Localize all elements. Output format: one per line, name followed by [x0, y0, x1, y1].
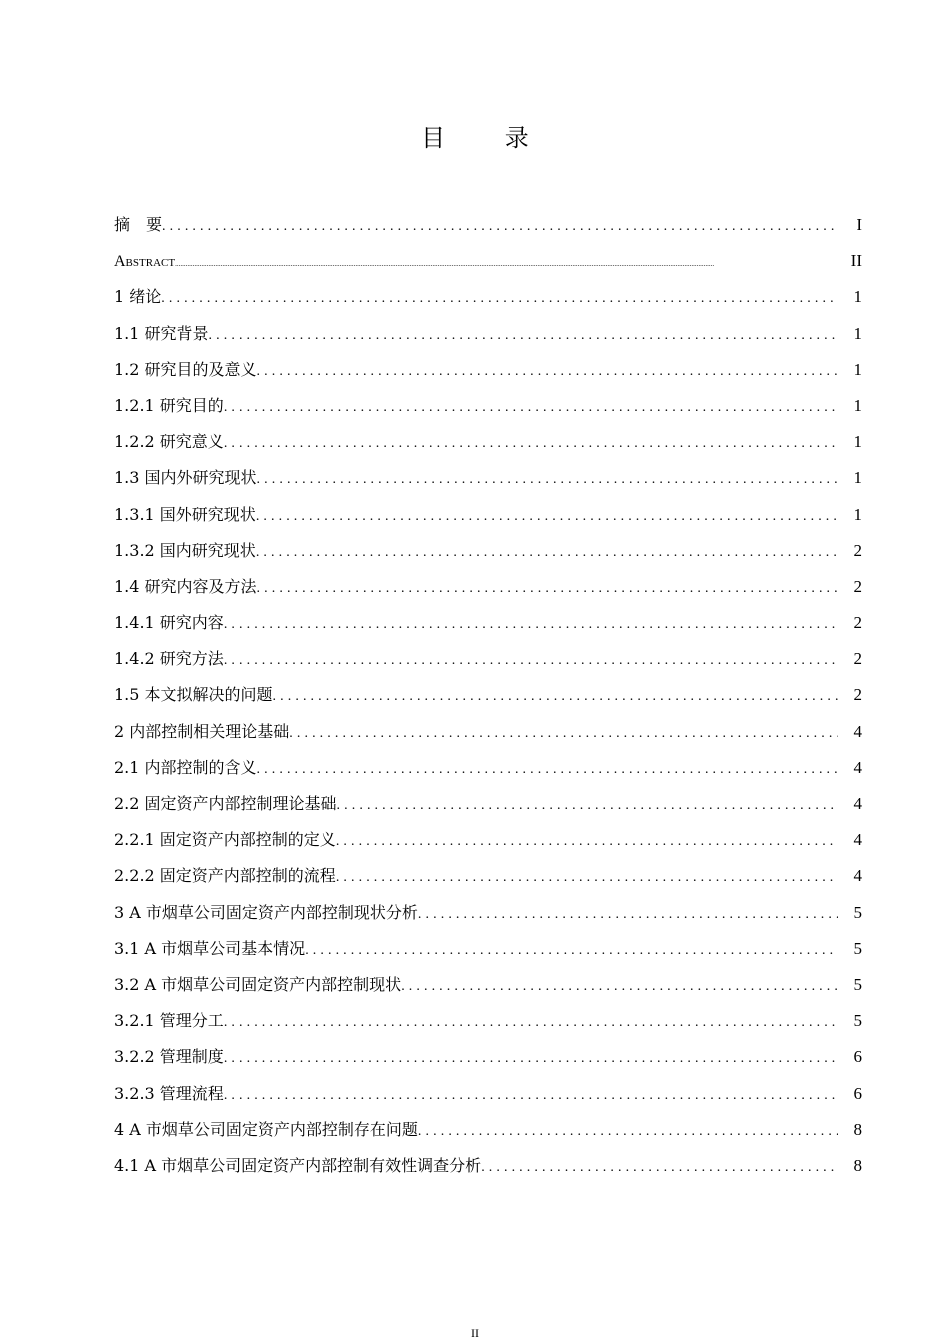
toc-page-number: 1	[853, 287, 862, 307]
toc-leader-dots	[175, 245, 838, 282]
toc-entry[interactable]	[114, 641, 862, 677]
toc-page-number: 5	[853, 974, 862, 994]
toc-entry[interactable]	[114, 316, 862, 352]
toc-leader-dots	[224, 1041, 838, 1077]
page-title: 目 录	[421, 124, 555, 152]
toc-entry-label: 1.4.2 研究方法	[114, 649, 224, 669]
toc-entry[interactable]	[114, 388, 862, 424]
toc-leader-dots	[305, 933, 838, 969]
toc-entry[interactable]	[114, 822, 862, 858]
toc-page-number: 2	[853, 613, 862, 633]
toc-page-number: 4	[853, 721, 862, 741]
toc-leader-dots	[224, 1005, 838, 1041]
toc-leader-dots	[418, 1114, 838, 1150]
toc-entry-label: 1.3.2 国内研究现状	[114, 540, 256, 560]
toc-page-number: 4	[853, 794, 862, 813]
toc-entry[interactable]	[114, 569, 862, 605]
toc-entry-label: 1.5 本文拟解决的问题	[114, 685, 273, 705]
toc-page-number: 1	[853, 323, 862, 343]
toc-entry-label: 2.2.1 固定资产内部控制的定义	[114, 830, 336, 850]
toc-leader-dots	[256, 535, 838, 571]
toc-page-number: 2	[853, 685, 862, 705]
toc-entry[interactable]	[114, 1076, 862, 1112]
toc-entry[interactable]	[114, 1148, 862, 1184]
toc-page-number: 5	[853, 938, 862, 958]
toc-entry-label: 3.2 A 市烟草公司固定资产内部控制现状	[114, 974, 402, 994]
toc-entry[interactable]	[114, 858, 862, 894]
toc-page-number: 4	[853, 757, 862, 777]
toc-leader-dots	[257, 752, 838, 788]
toc-page-number: 8	[853, 1155, 862, 1175]
toc-leader-dots	[337, 788, 838, 824]
toc-entry-abstract-en[interactable]	[114, 243, 862, 279]
toc-entry-label: 摘 要	[114, 215, 163, 234]
toc-entry[interactable]	[114, 967, 862, 1003]
toc-page-number: 4	[853, 830, 862, 850]
toc-entry[interactable]	[114, 1112, 862, 1148]
toc-entry-label: 1 绪论	[114, 287, 162, 307]
toc-entry[interactable]	[114, 533, 862, 569]
toc-entry[interactable]	[114, 605, 862, 641]
toc-entry-label: 1.1 研究背景	[114, 323, 209, 343]
toc-entry[interactable]	[114, 1039, 862, 1075]
page-number-footer: II	[471, 1326, 479, 1340]
toc-entry[interactable]	[114, 895, 862, 931]
toc-leader-dots	[224, 390, 838, 426]
toc-page-number: 6	[853, 1047, 862, 1067]
toc-entry-label: 2.2.2 固定资产内部控制的流程	[114, 866, 336, 886]
toc-entry[interactable]	[114, 931, 862, 967]
toc-entry[interactable]	[114, 497, 862, 533]
toc-entry-label: 4 A 市烟草公司固定资产内部控制存在问题	[114, 1119, 418, 1139]
toc-leader-dots	[224, 1078, 838, 1114]
toc-leader-dots	[257, 354, 838, 390]
toc-entry[interactable]	[114, 424, 862, 460]
toc-leader-dots	[289, 716, 838, 752]
toc-entry[interactable]	[114, 352, 862, 388]
toc-entry-label: 3 A 市烟草公司固定资产内部控制现状分析	[114, 902, 418, 922]
toc-entry-label: 3.2.1 管理分工	[114, 1011, 224, 1031]
toc-page-number: I	[856, 215, 862, 234]
toc-page-number: 8	[853, 1119, 862, 1139]
toc-leader-dots	[224, 607, 838, 643]
toc-leader-dots	[273, 679, 838, 715]
toc-entry[interactable]	[114, 750, 862, 786]
toc-entry-label: 1.4.1 研究内容	[114, 613, 224, 633]
toc-page-number: 1	[853, 504, 862, 524]
toc-page-number: 6	[853, 1083, 862, 1103]
toc-leader-dots	[161, 281, 838, 317]
toc-entry-label: 1.3 国内外研究现状	[114, 468, 257, 488]
toc-entry-abstract-cn[interactable]	[114, 207, 862, 243]
toc-leader-dots	[418, 897, 838, 933]
toc-entry[interactable]	[114, 1003, 862, 1039]
toc-entry-label: 1.4 研究内容及方法	[114, 576, 257, 596]
toc-page-number: II	[850, 251, 862, 271]
toc-leader-dots	[336, 824, 838, 860]
toc-entry-label: 1.3.1 国外研究现状	[114, 504, 256, 524]
toc-page-number: 5	[853, 1011, 862, 1031]
toc-page-number: 5	[853, 902, 862, 922]
toc-entry-label: 1.2.1 研究目的	[114, 395, 224, 415]
toc-entry[interactable]	[114, 714, 862, 750]
toc-entry-label: 3.2.3 管理流程	[114, 1083, 224, 1103]
toc-leader-dots	[209, 318, 838, 354]
toc-leader-dots	[481, 1150, 838, 1186]
toc-leader-dots	[257, 571, 838, 607]
toc-page-number: 2	[853, 540, 862, 560]
toc-leader-dots	[162, 209, 838, 245]
toc-entry-label: 2 内部控制相关理论基础	[114, 721, 290, 741]
toc-entry[interactable]	[114, 786, 862, 822]
toc-entry-label: 1.2.2 研究意义	[114, 432, 224, 452]
toc-page-number: 2	[853, 649, 862, 669]
toc-page-number: 1	[853, 359, 862, 379]
toc-page-number: 1	[853, 395, 862, 415]
toc-leader-dots	[256, 499, 838, 535]
toc-leader-dots	[224, 643, 838, 679]
toc-page-number: 1	[853, 468, 862, 488]
toc-entry-label: 2.1 内部控制的含义	[114, 757, 257, 777]
toc-entry-label: 4.1 A 市烟草公司固定资产内部控制有效性调查分析	[114, 1155, 482, 1175]
toc-entry[interactable]	[114, 677, 862, 713]
toc-entry-label: 3.1 A 市烟草公司基本情况	[114, 938, 306, 958]
toc-leader-dots	[336, 860, 838, 896]
toc-entry[interactable]	[114, 279, 862, 315]
toc-leader-dots	[401, 969, 838, 1005]
toc-entry-label: 3.2.2 管理制度	[114, 1047, 224, 1067]
toc-entry-label: Abstract	[114, 253, 176, 271]
toc-page-number: 1	[853, 432, 862, 452]
toc-entry-label: 1.2 研究目的及意义	[114, 359, 257, 379]
table-of-contents	[114, 207, 862, 1184]
toc-entry-label: 2.2 固定资产内部控制理论基础	[114, 794, 337, 813]
toc-entry[interactable]	[114, 460, 862, 496]
toc-leader-dots	[224, 426, 838, 462]
toc-page-number: 4	[853, 866, 862, 886]
toc-leader-dots	[257, 462, 838, 498]
toc-page-number: 2	[853, 576, 862, 596]
